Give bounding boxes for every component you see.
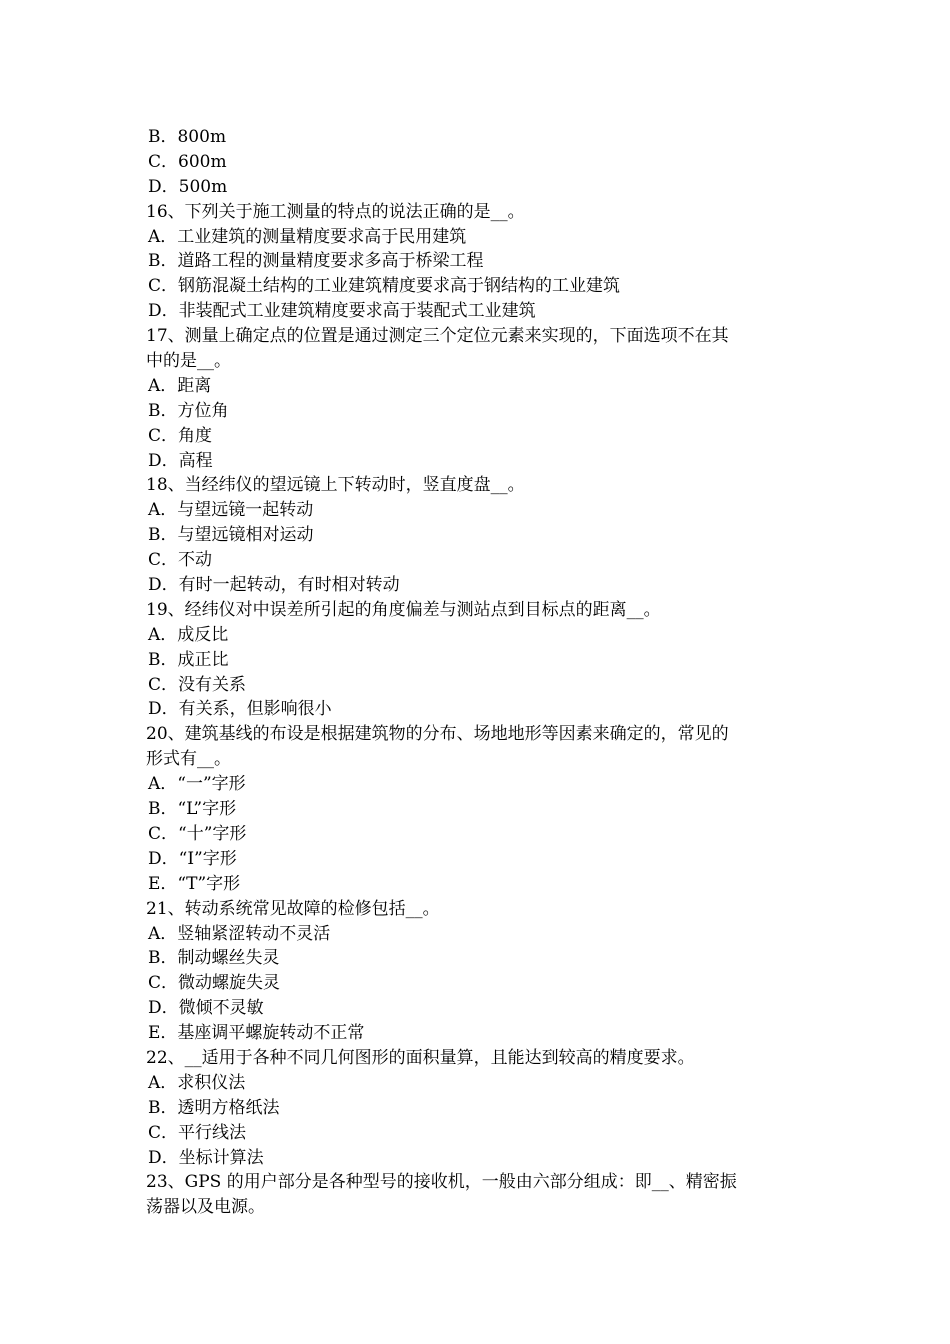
question-text: 16、下列关于施工测量的特点的说法正确的是__。	[146, 201, 525, 222]
answer-option: B．与望远镜相对运动	[148, 525, 314, 546]
answer-option: A．“一”字形	[148, 774, 246, 795]
answer-option: A．与望远镜一起转动	[148, 500, 314, 521]
answer-option: A．成反比	[148, 624, 229, 645]
question-text: 21、转动系统常见故障的检修包括__。	[146, 898, 440, 919]
answer-option: B．成正比	[148, 649, 229, 670]
answer-option: D．微倾不灵敏	[148, 998, 264, 1019]
question-text: 20、建筑基线的布设是根据建筑物的分布、场地地形等因素来确定的，常见的	[146, 724, 729, 745]
question-text: 22、__适用于各种不同几何图形的面积量算，且能达到较高的精度要求。	[146, 1047, 695, 1068]
answer-option: E．“T”字形	[148, 873, 241, 894]
answer-option: B．制动螺丝失灵	[148, 948, 280, 969]
answer-option: C．“十”字形	[148, 823, 247, 844]
answer-option: D．坐标计算法	[148, 1147, 264, 1168]
answer-option: B．道路工程的测量精度要求多高于桥梁工程	[148, 251, 484, 272]
question-text: 形式有__。	[146, 749, 231, 770]
answer-option: C．微动螺旋失灵	[148, 973, 281, 994]
answer-option: E．基座调平螺旋转动不正常	[148, 1023, 365, 1044]
question-text: 23、GPS 的用户部分是各种型号的接收机，一般由六部分组成：即__、精密振	[146, 1172, 737, 1193]
question-text: 荡器以及电源。	[146, 1197, 265, 1218]
answer-option: D．500m	[148, 176, 228, 197]
answer-option: B．方位角	[148, 400, 229, 421]
answer-option: B．透明方格纸法	[148, 1097, 280, 1118]
answer-option: A．距离	[148, 375, 212, 396]
answer-option: C．角度	[148, 425, 213, 446]
answer-option: C．不动	[148, 550, 213, 571]
answer-option: C．平行线法	[148, 1122, 247, 1143]
answer-option: B．“L”字形	[148, 799, 237, 820]
document-page	[146, 125, 816, 1220]
question-text: 18、当经纬仪的望远镜上下转动时，竖直度盘__。	[146, 475, 525, 496]
answer-option: A．求积仪法	[148, 1072, 246, 1093]
answer-option: B．800m	[148, 127, 227, 147]
answer-option: C．600m	[148, 151, 227, 172]
answer-option: C．没有关系	[148, 674, 247, 695]
answer-option: C．钢筋混凝土结构的工业建筑精度要求高于钢结构的工业建筑	[148, 276, 621, 297]
question-text: 17、测量上确定点的位置是通过测定三个定位元素来实现的，下面选项不在其	[146, 326, 729, 347]
answer-option: A．竖轴紧涩转动不灵活	[148, 923, 331, 944]
question-text: 中的是__。	[146, 351, 231, 372]
answer-option: D．“I”字形	[148, 848, 237, 869]
answer-option: D．有关系，但影响很小	[148, 699, 332, 720]
answer-option: D．非装配式工业建筑精度要求高于装配式工业建筑	[148, 301, 536, 322]
answer-option: D．有时一起转动，有时相对转动	[148, 575, 400, 596]
answer-option: A．工业建筑的测量精度要求高于民用建筑	[148, 226, 467, 247]
answer-option: D．高程	[148, 450, 213, 471]
question-text: 19、经纬仪对中误差所引起的角度偏差与测站点到目标点的距离__。	[146, 599, 661, 620]
